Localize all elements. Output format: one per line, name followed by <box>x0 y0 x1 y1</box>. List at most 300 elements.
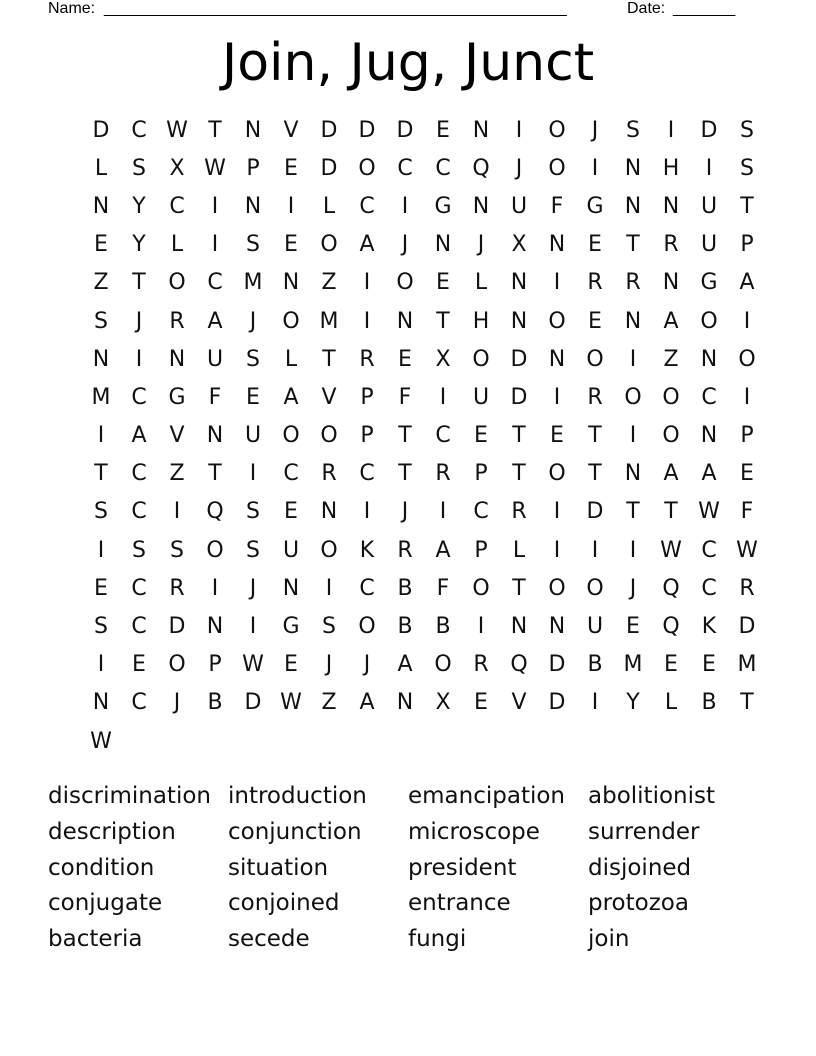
grid-letter[interactable]: S <box>94 499 108 525</box>
grid-letter[interactable]: R <box>397 537 413 563</box>
grid-letter[interactable]: K <box>701 614 717 640</box>
grid-letter[interactable]: E <box>284 232 298 258</box>
grid-letter[interactable]: N <box>92 346 110 372</box>
grid-letter[interactable]: I <box>515 117 523 143</box>
grid-letter[interactable]: N <box>472 193 490 219</box>
grid-letter[interactable]: O <box>548 155 566 181</box>
grid-letter[interactable]: D <box>700 117 718 143</box>
grid-letter[interactable]: E <box>664 652 678 678</box>
grid-letter[interactable]: A <box>359 690 375 716</box>
grid-letter[interactable]: I <box>591 690 599 716</box>
grid-letter[interactable]: I <box>743 384 751 410</box>
grid-letter[interactable]: W <box>280 690 302 716</box>
grid-letter[interactable]: D <box>548 690 566 716</box>
grid-letter[interactable]: Q <box>662 614 680 640</box>
grid-letter[interactable]: S <box>94 308 108 334</box>
grid-letter[interactable]: Q <box>206 499 224 525</box>
grid-letter[interactable]: O <box>548 308 566 334</box>
grid-letter[interactable]: S <box>246 232 260 258</box>
grid-letter[interactable]: N <box>510 308 528 334</box>
grid-letter[interactable]: C <box>131 384 147 410</box>
grid-letter[interactable]: I <box>135 346 143 372</box>
grid-letter[interactable]: W <box>698 499 720 525</box>
grid-letter[interactable]: S <box>132 537 146 563</box>
grid-letter[interactable]: O <box>586 575 604 601</box>
grid-letter[interactable]: D <box>244 690 262 716</box>
grid-letter[interactable]: C <box>701 537 717 563</box>
grid-letter[interactable]: T <box>626 232 640 258</box>
grid-letter[interactable]: S <box>170 537 184 563</box>
grid-letter[interactable]: D <box>510 384 528 410</box>
grid-letter[interactable]: E <box>626 614 640 640</box>
grid-letter[interactable]: A <box>663 461 679 487</box>
grid-letter[interactable]: X <box>435 346 451 372</box>
grid-letter[interactable]: I <box>591 155 599 181</box>
grid-letter[interactable]: N <box>624 308 642 334</box>
grid-letter[interactable]: L <box>512 537 526 563</box>
grid-letter[interactable]: S <box>626 117 640 143</box>
grid-letter[interactable]: T <box>512 423 526 449</box>
grid-letter[interactable]: C <box>359 193 375 219</box>
grid-letter[interactable]: T <box>208 461 222 487</box>
grid-letter[interactable]: O <box>738 346 756 372</box>
grid-letter[interactable]: E <box>550 423 564 449</box>
grid-letter[interactable]: P <box>360 384 374 410</box>
grid-letter[interactable]: K <box>359 537 375 563</box>
grid-letter[interactable]: I <box>287 193 295 219</box>
grid-letter[interactable]: O <box>320 423 338 449</box>
grid-letter[interactable]: E <box>436 117 450 143</box>
grid-letter[interactable]: M <box>623 652 643 678</box>
word-bank-item: emancipation <box>408 783 566 809</box>
name-label: Name: <box>48 0 96 17</box>
grid-letter[interactable]: I <box>363 270 371 296</box>
grid-letter[interactable]: U <box>282 537 300 563</box>
grid-letter[interactable]: R <box>359 346 375 372</box>
grid-letter[interactable]: S <box>246 537 260 563</box>
grid-letter[interactable]: E <box>284 155 298 181</box>
grid-letter[interactable]: D <box>320 117 338 143</box>
grid-letter[interactable]: C <box>701 575 717 601</box>
grid-letter[interactable]: O <box>396 270 414 296</box>
grid-letter[interactable]: W <box>736 537 758 563</box>
grid-letter[interactable]: I <box>363 308 371 334</box>
grid-letter[interactable]: H <box>472 308 490 334</box>
grid-letter[interactable]: N <box>396 690 414 716</box>
grid-letter[interactable]: N <box>92 193 110 219</box>
grid-letter[interactable]: Z <box>321 270 337 296</box>
grid-letter[interactable]: I <box>743 308 751 334</box>
grid-letter[interactable]: O <box>662 384 680 410</box>
grid-letter[interactable]: J <box>135 308 143 334</box>
grid-letter[interactable]: C <box>131 461 147 487</box>
grid-letter[interactable]: X <box>169 155 185 181</box>
grid-letter[interactable]: T <box>588 423 602 449</box>
grid-letter[interactable]: X <box>511 232 527 258</box>
grid-letter[interactable]: N <box>662 193 680 219</box>
grid-letter[interactable]: E <box>246 384 260 410</box>
grid-letter[interactable]: E <box>94 232 108 258</box>
grid-letter[interactable]: T <box>436 308 450 334</box>
grid-letter[interactable]: D <box>548 652 566 678</box>
grid-letter[interactable]: J <box>401 232 409 258</box>
grid-letter[interactable]: J <box>249 308 257 334</box>
grid-letter[interactable]: W <box>166 117 188 143</box>
grid-letter[interactable]: G <box>586 193 604 219</box>
grid-letter[interactable]: J <box>515 155 523 181</box>
grid-letter[interactable]: N <box>510 270 528 296</box>
grid-letter[interactable]: F <box>398 384 412 410</box>
grid-letter[interactable]: U <box>700 232 718 258</box>
word-bank-item: disjoined <box>588 854 692 881</box>
grid-letter[interactable]: R <box>587 384 603 410</box>
grid-letter[interactable]: A <box>131 423 147 449</box>
grid-letter[interactable]: O <box>358 614 376 640</box>
grid-letter[interactable]: J <box>591 117 599 143</box>
grid-letter[interactable]: P <box>740 423 754 449</box>
grid-letter[interactable]: S <box>740 117 754 143</box>
grid-letter[interactable]: R <box>739 575 755 601</box>
grid-letter[interactable]: G <box>282 614 300 640</box>
grid-letter[interactable]: O <box>472 346 490 372</box>
grid-letter[interactable]: O <box>168 270 186 296</box>
grid-letter[interactable]: J <box>173 690 181 716</box>
grid-letter[interactable]: J <box>249 575 257 601</box>
grid-letter[interactable]: R <box>587 270 603 296</box>
grid-letter[interactable]: C <box>397 155 413 181</box>
grid-letter[interactable]: O <box>206 537 224 563</box>
grid-letter[interactable]: E <box>702 652 716 678</box>
grid-letter[interactable]: B <box>397 575 413 601</box>
grid-letter[interactable]: P <box>208 652 222 678</box>
grid-letter[interactable]: N <box>548 614 566 640</box>
grid-letter[interactable]: E <box>740 461 754 487</box>
grid-letter[interactable]: T <box>512 461 526 487</box>
grid-letter[interactable]: O <box>358 155 376 181</box>
grid-letter[interactable]: T <box>588 461 602 487</box>
grid-letter[interactable]: X <box>435 690 451 716</box>
grid-letter[interactable]: I <box>173 499 181 525</box>
grid-letter[interactable]: N <box>662 270 680 296</box>
word-bank-item: fungi <box>408 926 467 953</box>
grid-letter[interactable]: I <box>629 537 637 563</box>
grid-letter[interactable]: B <box>397 614 413 640</box>
grid-letter[interactable]: H <box>662 155 680 181</box>
grid-letter[interactable]: B <box>435 614 451 640</box>
grid-letter[interactable]: J <box>363 652 371 678</box>
grid-letter[interactable]: S <box>322 614 336 640</box>
word-bank-item: abolitionist <box>588 783 715 809</box>
grid-letter[interactable]: N <box>396 308 414 334</box>
grid-letter[interactable]: O <box>586 346 604 372</box>
grid-letter[interactable]: I <box>325 575 333 601</box>
grid-letter[interactable]: Z <box>169 461 185 487</box>
grid-letter[interactable]: A <box>739 270 755 296</box>
grid-letter[interactable]: I <box>439 384 447 410</box>
grid-letter[interactable]: N <box>206 423 224 449</box>
grid-letter[interactable]: P <box>474 461 488 487</box>
grid-letter[interactable]: Y <box>132 193 146 219</box>
grid-letter[interactable]: B <box>587 652 603 678</box>
grid-letter[interactable]: O <box>624 384 642 410</box>
grid-letter[interactable]: C <box>283 461 299 487</box>
grid-letter[interactable]: V <box>511 690 527 716</box>
grid-letter[interactable]: N <box>472 117 490 143</box>
grid-letter[interactable]: T <box>398 461 412 487</box>
grid-letter[interactable]: F <box>436 575 450 601</box>
grid-letter[interactable]: C <box>359 575 375 601</box>
grid-letter[interactable]: V <box>321 384 337 410</box>
grid-letter[interactable]: R <box>625 270 641 296</box>
grid-letter[interactable]: D <box>510 346 528 372</box>
grid-letter[interactable]: Z <box>663 346 679 372</box>
grid-letter[interactable]: Q <box>510 652 528 678</box>
grid-letter[interactable]: D <box>358 117 376 143</box>
grid-letter[interactable]: N <box>244 117 262 143</box>
grid-letter[interactable]: N <box>548 232 566 258</box>
grid-letter[interactable]: C <box>131 690 147 716</box>
grid-letter[interactable]: P <box>246 155 260 181</box>
grid-letter[interactable]: L <box>664 690 678 716</box>
grid-letter[interactable]: T <box>208 117 222 143</box>
grid-letter[interactable]: C <box>169 193 185 219</box>
grid-letter[interactable]: J <box>629 575 637 601</box>
grid-letter[interactable]: N <box>510 614 528 640</box>
grid-letter[interactable]: N <box>282 575 300 601</box>
grid-letter[interactable]: E <box>588 308 602 334</box>
grid-letter[interactable]: Q <box>662 575 680 601</box>
grid-letter[interactable]: F <box>208 384 222 410</box>
grid-letter[interactable]: B <box>207 690 223 716</box>
grid-letter[interactable]: D <box>586 499 604 525</box>
grid-letter[interactable]: S <box>94 614 108 640</box>
grid-letter[interactable]: O <box>282 308 300 334</box>
grid-letter[interactable]: F <box>740 499 754 525</box>
grid-letter[interactable]: D <box>92 117 110 143</box>
grid-letter[interactable]: P <box>474 537 488 563</box>
grid-letter[interactable]: M <box>737 652 757 678</box>
grid-letter[interactable]: T <box>740 690 754 716</box>
grid-letter[interactable]: S <box>132 155 146 181</box>
grid-letter[interactable]: W <box>242 652 264 678</box>
name-blank[interactable]: ____________________________________________________ <box>104 0 567 17</box>
date-blank[interactable]: _______ <box>673 0 736 17</box>
grid-letter[interactable]: I <box>629 423 637 449</box>
grid-letter[interactable]: I <box>667 117 675 143</box>
grid-letter[interactable]: I <box>97 537 105 563</box>
grid-letter[interactable]: N <box>92 690 110 716</box>
grid-letter[interactable]: E <box>588 232 602 258</box>
grid-letter[interactable]: A <box>207 308 223 334</box>
grid-letter[interactable]: D <box>738 614 756 640</box>
grid-letter[interactable]: L <box>474 270 488 296</box>
grid-letter[interactable]: D <box>168 614 186 640</box>
grid-letter[interactable]: V <box>169 423 185 449</box>
grid-letter[interactable]: U <box>244 423 262 449</box>
grid-letter[interactable]: E <box>132 652 146 678</box>
grid-letter[interactable]: I <box>363 499 371 525</box>
grid-letter[interactable]: D <box>396 117 414 143</box>
grid-letter[interactable]: I <box>211 232 219 258</box>
grid-letter[interactable]: C <box>701 384 717 410</box>
grid-letter[interactable]: O <box>700 308 718 334</box>
grid-letter[interactable]: M <box>91 384 111 410</box>
grid-letter[interactable]: I <box>401 193 409 219</box>
grid-letter[interactable]: M <box>319 308 339 334</box>
grid-letter[interactable]: E <box>474 423 488 449</box>
grid-letter[interactable]: T <box>664 499 678 525</box>
grid-letter[interactable]: T <box>322 346 336 372</box>
grid-letter[interactable]: I <box>211 575 219 601</box>
grid-letter[interactable]: O <box>548 461 566 487</box>
grid-letter[interactable]: Z <box>321 690 337 716</box>
grid-letter[interactable]: B <box>701 690 717 716</box>
grid-letter[interactable]: Y <box>132 232 146 258</box>
grid-letter[interactable]: T <box>94 461 108 487</box>
word-bank-item: bacteria <box>48 926 143 953</box>
grid-letter[interactable]: U <box>510 193 528 219</box>
grid-letter[interactable]: W <box>204 155 226 181</box>
grid-letter[interactable]: C <box>435 155 451 181</box>
grid-letter[interactable]: T <box>398 423 412 449</box>
grid-letter[interactable]: I <box>249 461 257 487</box>
grid-letter[interactable]: I <box>705 155 713 181</box>
grid-letter[interactable]: I <box>211 193 219 219</box>
grid-letter[interactable]: N <box>624 155 642 181</box>
grid-letter[interactable]: J <box>477 232 485 258</box>
grid-letter[interactable]: A <box>701 461 717 487</box>
grid-letter[interactable]: D <box>320 155 338 181</box>
grid-letter[interactable]: E <box>94 575 108 601</box>
grid-letter[interactable]: Z <box>93 270 109 296</box>
grid-letter[interactable]: N <box>700 423 718 449</box>
grid-letter[interactable]: F <box>550 193 564 219</box>
grid-letter[interactable]: R <box>435 461 451 487</box>
grid-letter[interactable]: N <box>700 346 718 372</box>
grid-letter[interactable]: I <box>553 537 561 563</box>
grid-letter[interactable]: I <box>553 499 561 525</box>
grid-letter[interactable]: L <box>322 193 336 219</box>
grid-letter[interactable]: E <box>284 652 298 678</box>
grid-letter[interactable]: J <box>401 499 409 525</box>
grid-letter[interactable]: U <box>472 384 490 410</box>
grid-letter[interactable]: V <box>283 117 299 143</box>
grid-letter[interactable]: N <box>206 614 224 640</box>
grid-letter[interactable]: L <box>94 155 108 181</box>
grid-letter[interactable]: G <box>700 270 718 296</box>
grid-letter[interactable]: A <box>359 232 375 258</box>
grid-letter[interactable]: O <box>472 575 490 601</box>
grid-letter[interactable]: O <box>548 117 566 143</box>
grid-letter[interactable]: L <box>284 346 298 372</box>
grid-letter[interactable]: C <box>131 499 147 525</box>
grid-letter[interactable]: C <box>435 423 451 449</box>
grid-letter[interactable]: U <box>700 193 718 219</box>
grid-letter[interactable]: I <box>97 423 105 449</box>
grid-letter[interactable]: R <box>663 232 679 258</box>
grid-letter[interactable]: R <box>169 308 185 334</box>
grid-letter[interactable]: N <box>624 193 642 219</box>
grid-letter[interactable]: N <box>624 461 642 487</box>
date-label: Date: <box>627 0 666 17</box>
grid-letter[interactable]: T <box>132 270 146 296</box>
grid-letter[interactable]: M <box>243 270 263 296</box>
grid-letter[interactable]: I <box>439 499 447 525</box>
grid-letter[interactable]: T <box>512 575 526 601</box>
grid-letter[interactable]: R <box>473 652 489 678</box>
grid-letter[interactable]: I <box>553 384 561 410</box>
grid-letter[interactable]: N <box>320 499 338 525</box>
grid-letter[interactable]: A <box>663 308 679 334</box>
grid-letter[interactable]: S <box>246 499 260 525</box>
grid-letter[interactable]: S <box>740 155 754 181</box>
grid-letter[interactable]: C <box>131 614 147 640</box>
grid-letter[interactable]: C <box>131 117 147 143</box>
grid-letter[interactable]: T <box>740 193 754 219</box>
grid-letter[interactable]: O <box>548 575 566 601</box>
grid-letter[interactable]: G <box>434 193 452 219</box>
grid-letter[interactable]: C <box>473 499 489 525</box>
grid-letter[interactable]: E <box>474 690 488 716</box>
grid-letter[interactable]: O <box>320 537 338 563</box>
grid-letter[interactable]: N <box>244 193 262 219</box>
grid-letter[interactable]: N <box>434 232 452 258</box>
grid-letter[interactable]: J <box>325 652 333 678</box>
grid-letter[interactable]: O <box>168 652 186 678</box>
grid-letter[interactable]: T <box>626 499 640 525</box>
grid-letter[interactable]: R <box>511 499 527 525</box>
grid-letter[interactable]: A <box>397 652 413 678</box>
grid-letter[interactable]: I <box>553 270 561 296</box>
grid-letter[interactable]: N <box>548 346 566 372</box>
grid-letter[interactable]: I <box>97 652 105 678</box>
grid-letter[interactable]: E <box>284 499 298 525</box>
grid-letter[interactable]: Q <box>472 155 490 181</box>
grid-letter[interactable]: S <box>246 346 260 372</box>
grid-letter[interactable]: N <box>282 270 300 296</box>
grid-letter[interactable]: U <box>206 346 224 372</box>
grid-letter[interactable]: P <box>360 423 374 449</box>
grid-letter[interactable]: I <box>629 346 637 372</box>
grid-letter[interactable]: I <box>591 537 599 563</box>
grid-letter[interactable]: E <box>398 346 412 372</box>
grid-letter[interactable]: G <box>168 384 186 410</box>
grid-letter[interactable]: C <box>207 270 223 296</box>
grid-letter[interactable]: O <box>320 232 338 258</box>
word-bank-item: entrance <box>408 890 511 917</box>
grid-letter[interactable]: O <box>434 652 452 678</box>
grid-letter[interactable]: R <box>321 461 337 487</box>
grid-letter[interactable]: N <box>168 346 186 372</box>
grid-letter[interactable]: L <box>170 232 184 258</box>
grid-letter[interactable]: I <box>249 614 257 640</box>
grid-letter[interactable]: Y <box>626 690 640 716</box>
grid-letter[interactable]: O <box>282 423 300 449</box>
grid-letter[interactable]: P <box>740 232 754 258</box>
word-bank <box>48 778 768 957</box>
grid-letter[interactable]: I <box>477 614 485 640</box>
grid-letter[interactable]: O <box>662 423 680 449</box>
grid-letter[interactable]: W <box>660 537 682 563</box>
grid-letter[interactable]: C <box>131 575 147 601</box>
grid-letter[interactable]: U <box>586 614 604 640</box>
grid-letter[interactable]: C <box>359 461 375 487</box>
grid-letter[interactable]: W <box>90 728 112 754</box>
grid-letter[interactable]: A <box>283 384 299 410</box>
grid-letter[interactable]: R <box>169 575 185 601</box>
grid-letter[interactable]: E <box>436 270 450 296</box>
grid-letter[interactable]: A <box>435 537 451 563</box>
